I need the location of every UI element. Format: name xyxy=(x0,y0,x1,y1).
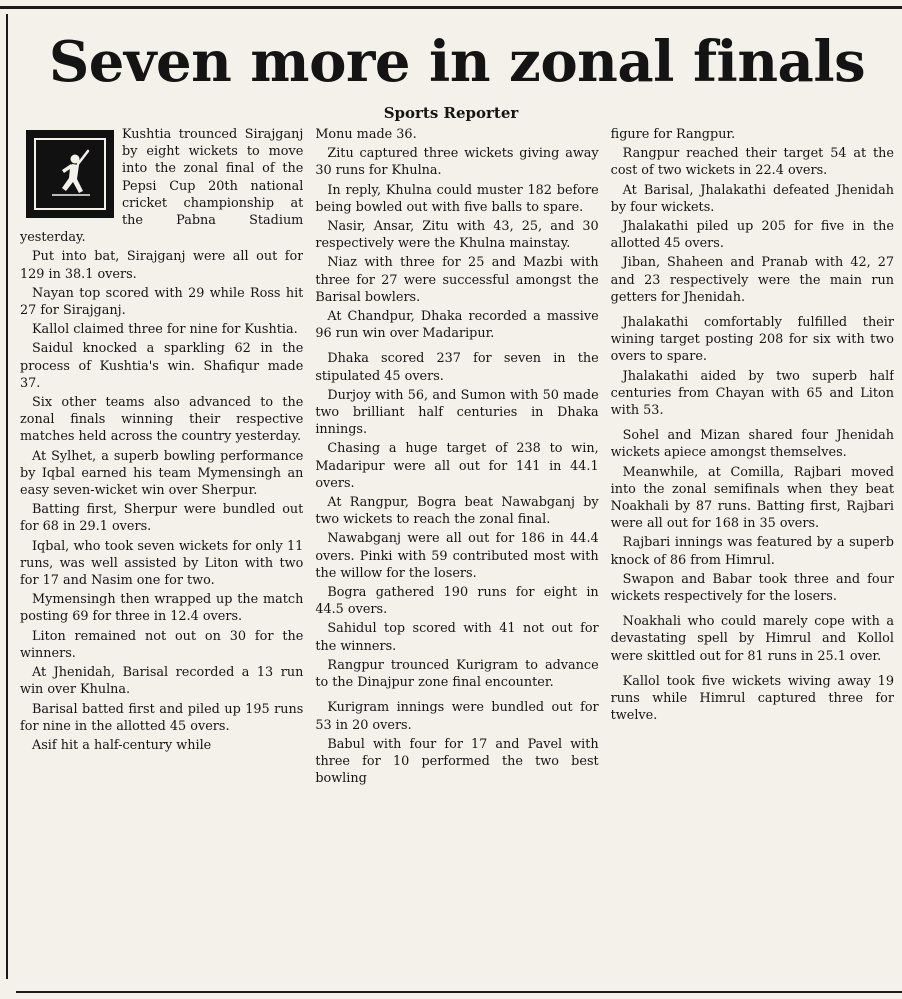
paragraph: Jiban, Shaheen and Pranab with 42, 27 and 23 respectively were the main run getters for Jhenidah. xyxy=(610,255,894,305)
paragraph: At Chandpur, Dhaka recorded a massive 96 run win over Madaripur. xyxy=(315,309,599,342)
paragraph: Saidul knocked a sparkling 62 in the process of Kushtia's win. Shafiqur made 37. xyxy=(20,341,304,391)
paragraph: Jhalakathi aided by two superb half centuries from Chayan with 65 and Liton with 53. xyxy=(610,368,894,419)
article-column-2 xyxy=(315,126,598,976)
paragraph: At Rangpur, Bogra beat Nawabganj by two wickets to reach the zonal final. xyxy=(315,495,599,528)
paragraph: At Barisal, Jhalakathi defeated Jhenidah by four wickets. xyxy=(610,182,894,215)
paragraph: Jhalakathi piled up 205 for five in the allotted 45 overs. xyxy=(610,219,894,252)
paragraph: Kurigram innings were bundled out for 53 in 20 overs. xyxy=(315,700,599,733)
paragraph: Niaz with three for 25 and Mazbi with three for 27 were successful amongst the Barisal bowlers. xyxy=(315,255,599,305)
paragraph: Rangpur trounced Kurigram to advance to the Dinajpur zone final encounter. xyxy=(315,657,599,691)
paragraph: Sahidul top scored with 41 not out for the winners. xyxy=(315,621,599,654)
paragraph: Barisal batted first and piled up 195 runs for nine in the allotted 45 overs. xyxy=(20,701,304,734)
paragraph: Meanwhile, at Comilla, Rajbari moved into the zonal semifinals when they beat Noakhali by 87 runs. Batting first, Rajbari were all out for 168 in 35 overs. xyxy=(610,464,894,532)
article-body xyxy=(20,126,894,976)
paragraph: Mymensingh then wrapped up the match posting 69 for three in 12.4 overs. xyxy=(20,592,304,625)
article-column-1 xyxy=(20,126,303,976)
paragraph: Jhalakathi comfortably fulfilled their wining target posting 208 for six with two overs to spare. xyxy=(610,315,894,365)
paragraph: Six other teams also advanced to the zonal finals winning their respective matches held across the country yesterday. xyxy=(20,395,304,445)
paragraph: Put into bat, Sirajganj were all out for 129 in 38.1 overs. xyxy=(20,249,304,282)
paragraph: Nayan top scored with 29 while Ross hit 27 for Sirajganj. xyxy=(20,285,304,319)
paragraph: Swapon and Babar took three and four wickets respectively for the losers. xyxy=(610,571,894,605)
paragraph: In reply, Khulna could muster 182 before being bowled out with five balls to spare. xyxy=(315,182,599,215)
paragraph: At Jhenidah, Barisal recorded a 13 run win over Khulna. xyxy=(20,665,304,698)
paragraph: Nasir, Ansar, Zitu with 43, 25, and 30 respectively were the Khulna mainstay. xyxy=(315,219,599,252)
paragraph: Asif hit a half-century while xyxy=(32,737,212,753)
top-rule xyxy=(0,6,902,9)
paragraph: figure for Rangpur. xyxy=(610,127,736,142)
paragraph: Zitu captured three wickets giving away 30 runs for Khulna. xyxy=(315,146,599,179)
headline: Seven more in zonal finals xyxy=(48,29,866,95)
paragraph: Batting first, Sherpur were bundled out for 68 in 29.1 overs. xyxy=(20,502,304,535)
cricket-photo xyxy=(26,130,114,218)
paragraph: Bogra gathered 190 runs for eight in 44.5 overs. xyxy=(315,585,599,618)
left-column-rule xyxy=(6,14,8,979)
byline: Sports Reporter xyxy=(383,104,519,122)
paragraph: Rajbari innings was featured by a superb knock of 86 from Himrul. xyxy=(610,535,894,568)
paragraph: Kushtia trounced Sirajganj by eight wickets to move into the zonal final of the Pepsi Cup 20th national cricket championship at the Pabna Stadium yesterday. xyxy=(20,127,304,246)
paragraph: Dhaka scored 237 for seven in the stipulated 45 overs. xyxy=(315,351,599,384)
paragraph: Iqbal, who took seven wickets for only 11 runs, was well assisted by Liton with two for 17 and Nasim one for two. xyxy=(20,538,304,589)
paragraph: Monu made 36. xyxy=(315,127,417,142)
bottom-rule xyxy=(16,991,902,993)
paragraph: Chasing a huge target of 238 to win, Madaripur were all out for 141 in 44.1 overs. xyxy=(315,441,599,491)
paragraph: Liton remained not out on 30 for the winners. xyxy=(20,628,304,661)
paragraph: Rangpur reached their target 54 at the cost of two wickets in 22.4 overs. xyxy=(610,146,894,179)
cricket-batsman-icon xyxy=(42,146,98,202)
paragraph: Babul with four for 17 and Pavel with three for 10 performed the two best bowling xyxy=(315,736,599,787)
paragraph: Durjoy with 56, and Sumon with 50 made two brilliant half centuries in Dhaka innings. xyxy=(315,387,599,438)
paragraph: At Sylhet, a superb bowling performance by Iqbal earned his team Mymensingh an easy seven-wicket win over Sherpur. xyxy=(20,448,304,499)
paragraph: Kallol took five wickets wiving away 19 runs while Himrul captured three for twelve. xyxy=(610,673,894,724)
article-column-3 xyxy=(611,126,894,976)
paragraph: Kallol claimed three for nine for Kushtia. xyxy=(32,322,298,338)
paragraph: Sohel and Mizan shared four Jhenidah wickets apiece amongst themselves. xyxy=(610,428,894,461)
paragraph: Noakhali who could marely cope with a devastating spell by Himrul and Kollol were skittled out for 81 runs in 25.1 over. xyxy=(610,614,894,664)
paragraph: Nawabganj were all out for 186 in 44.4 overs. Pinki with 59 contributed most with the willow for the losers. xyxy=(315,531,599,581)
